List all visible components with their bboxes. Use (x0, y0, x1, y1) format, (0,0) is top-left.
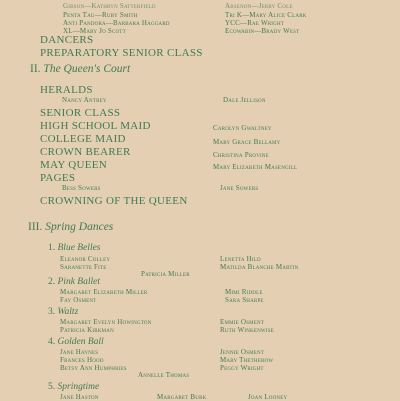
hs-maid-heading: HIGH SCHOOL MAID (40, 120, 151, 132)
dancer-name: Jane Haston (60, 393, 99, 401)
page-name: Jane Sowers (220, 184, 259, 192)
heralds-heading: HERALDS (40, 84, 93, 96)
dance-title-waltz (48, 308, 78, 318)
senior-class-heading: SENIOR CLASS (40, 107, 121, 119)
dancer-name: Jane Haynes (60, 348, 99, 356)
herald-name: Nancy Antrey (62, 96, 107, 104)
hs-maid-name: Carolyn Gwaltney (213, 124, 272, 132)
may-queen-name: Mary Elizabeth Masengill (213, 163, 298, 171)
dance-title-blue-belles (48, 244, 101, 254)
dancer-name: Jennie Osment (220, 348, 265, 356)
top-row-right: Arsenon—Jerry Cole (225, 2, 293, 10)
dancer-name: Margaret Evelyn Howington (60, 318, 152, 326)
top-row-left: Penta Tau—Ruby Smith (63, 11, 138, 19)
dance-number: 3. (48, 307, 56, 317)
dancer-name: Betsy Ann Humphries (60, 364, 127, 372)
section-number: III. (28, 221, 43, 233)
dance-title-springtime (48, 383, 99, 393)
top-row-right: Tri K—Mary Alice Clark (225, 11, 307, 19)
dance-title-golden-ball (48, 338, 104, 348)
herald-name: Dale Jellison (223, 96, 266, 104)
crown-bearer-name: Christina Provine (213, 151, 269, 159)
dancers-heading: DANCERS (40, 34, 94, 46)
dancer-name: Saranette Fite (60, 263, 107, 271)
pages-heading: PAGES (40, 172, 76, 184)
dancer-name: Patricia Kirkman (60, 326, 114, 334)
dance-title: Pink Ballet (57, 277, 100, 287)
dancer-name: Lenetta Hild (220, 255, 261, 263)
college-maid-heading: COLLEGE MAID (40, 133, 126, 145)
may-queen-heading: MAY QUEEN (40, 159, 107, 171)
dance-title-pink-ballet (48, 278, 100, 288)
dancer-name: Patricia Miller (141, 270, 190, 278)
dancer-name: Matilda Blanche Martin (220, 263, 299, 271)
section-number: II. (30, 63, 41, 75)
dancer-name: Margaret Elizabeth Miller (60, 288, 148, 296)
dancer-name: Peggy Wright (220, 364, 264, 372)
dance-number: 5. (48, 382, 56, 392)
section-heading-spring-dances (28, 222, 113, 234)
dancer-name: Joan Looney (248, 393, 288, 401)
top-row-left: Gibson—Kathryn Satterfield (63, 2, 156, 10)
dancer-name: Mimi Riddle (225, 288, 263, 296)
top-row-right: Ecowabin—Brady West (225, 27, 300, 35)
top-row-left: XL—Mary Jo Scott (63, 27, 126, 35)
dancer-name: Margaret Burk (157, 393, 207, 401)
dance-number: 1. (48, 243, 56, 253)
preparatory-heading: PREPARATORY SENIOR CLASS (40, 47, 203, 59)
top-row-right: YCC—Rae Wright (225, 19, 285, 27)
dancer-name: Mary Thetherow (220, 356, 274, 364)
dance-number: 2. (48, 277, 56, 287)
dance-number: 4. (48, 337, 56, 347)
college-maid-name: Mary Grace Bellamy (213, 138, 281, 146)
dance-title: Blue Belles (57, 243, 101, 253)
dancer-name: Frances Hood (60, 356, 104, 364)
dancer-name: Eleanor Colley (60, 255, 111, 263)
top-row-left: Anti Pandora—Barbara Haggard (63, 19, 170, 27)
dance-title: Springtime (57, 382, 100, 392)
page-name: Bess Sowers (62, 184, 101, 192)
dance-title: Waltz (57, 307, 79, 317)
section-title: The Queen's Court (43, 63, 131, 75)
crown-bearer-heading: CROWN BEARER (40, 146, 131, 158)
dancer-name: Sara Sharpe (225, 296, 264, 304)
dance-title: Golden Ball (57, 337, 104, 347)
dancer-name: Ruth Winkenwise (220, 326, 274, 334)
section-title: Spring Dances (45, 221, 114, 233)
dancer-name: Fay Osment (60, 296, 97, 304)
crowning-heading: CROWNING OF THE QUEEN (40, 195, 188, 207)
dancer-name: Annelle Thomas (138, 371, 190, 379)
section-heading-queens-court (30, 64, 130, 76)
dancer-name: Emmie Osment (220, 318, 265, 326)
